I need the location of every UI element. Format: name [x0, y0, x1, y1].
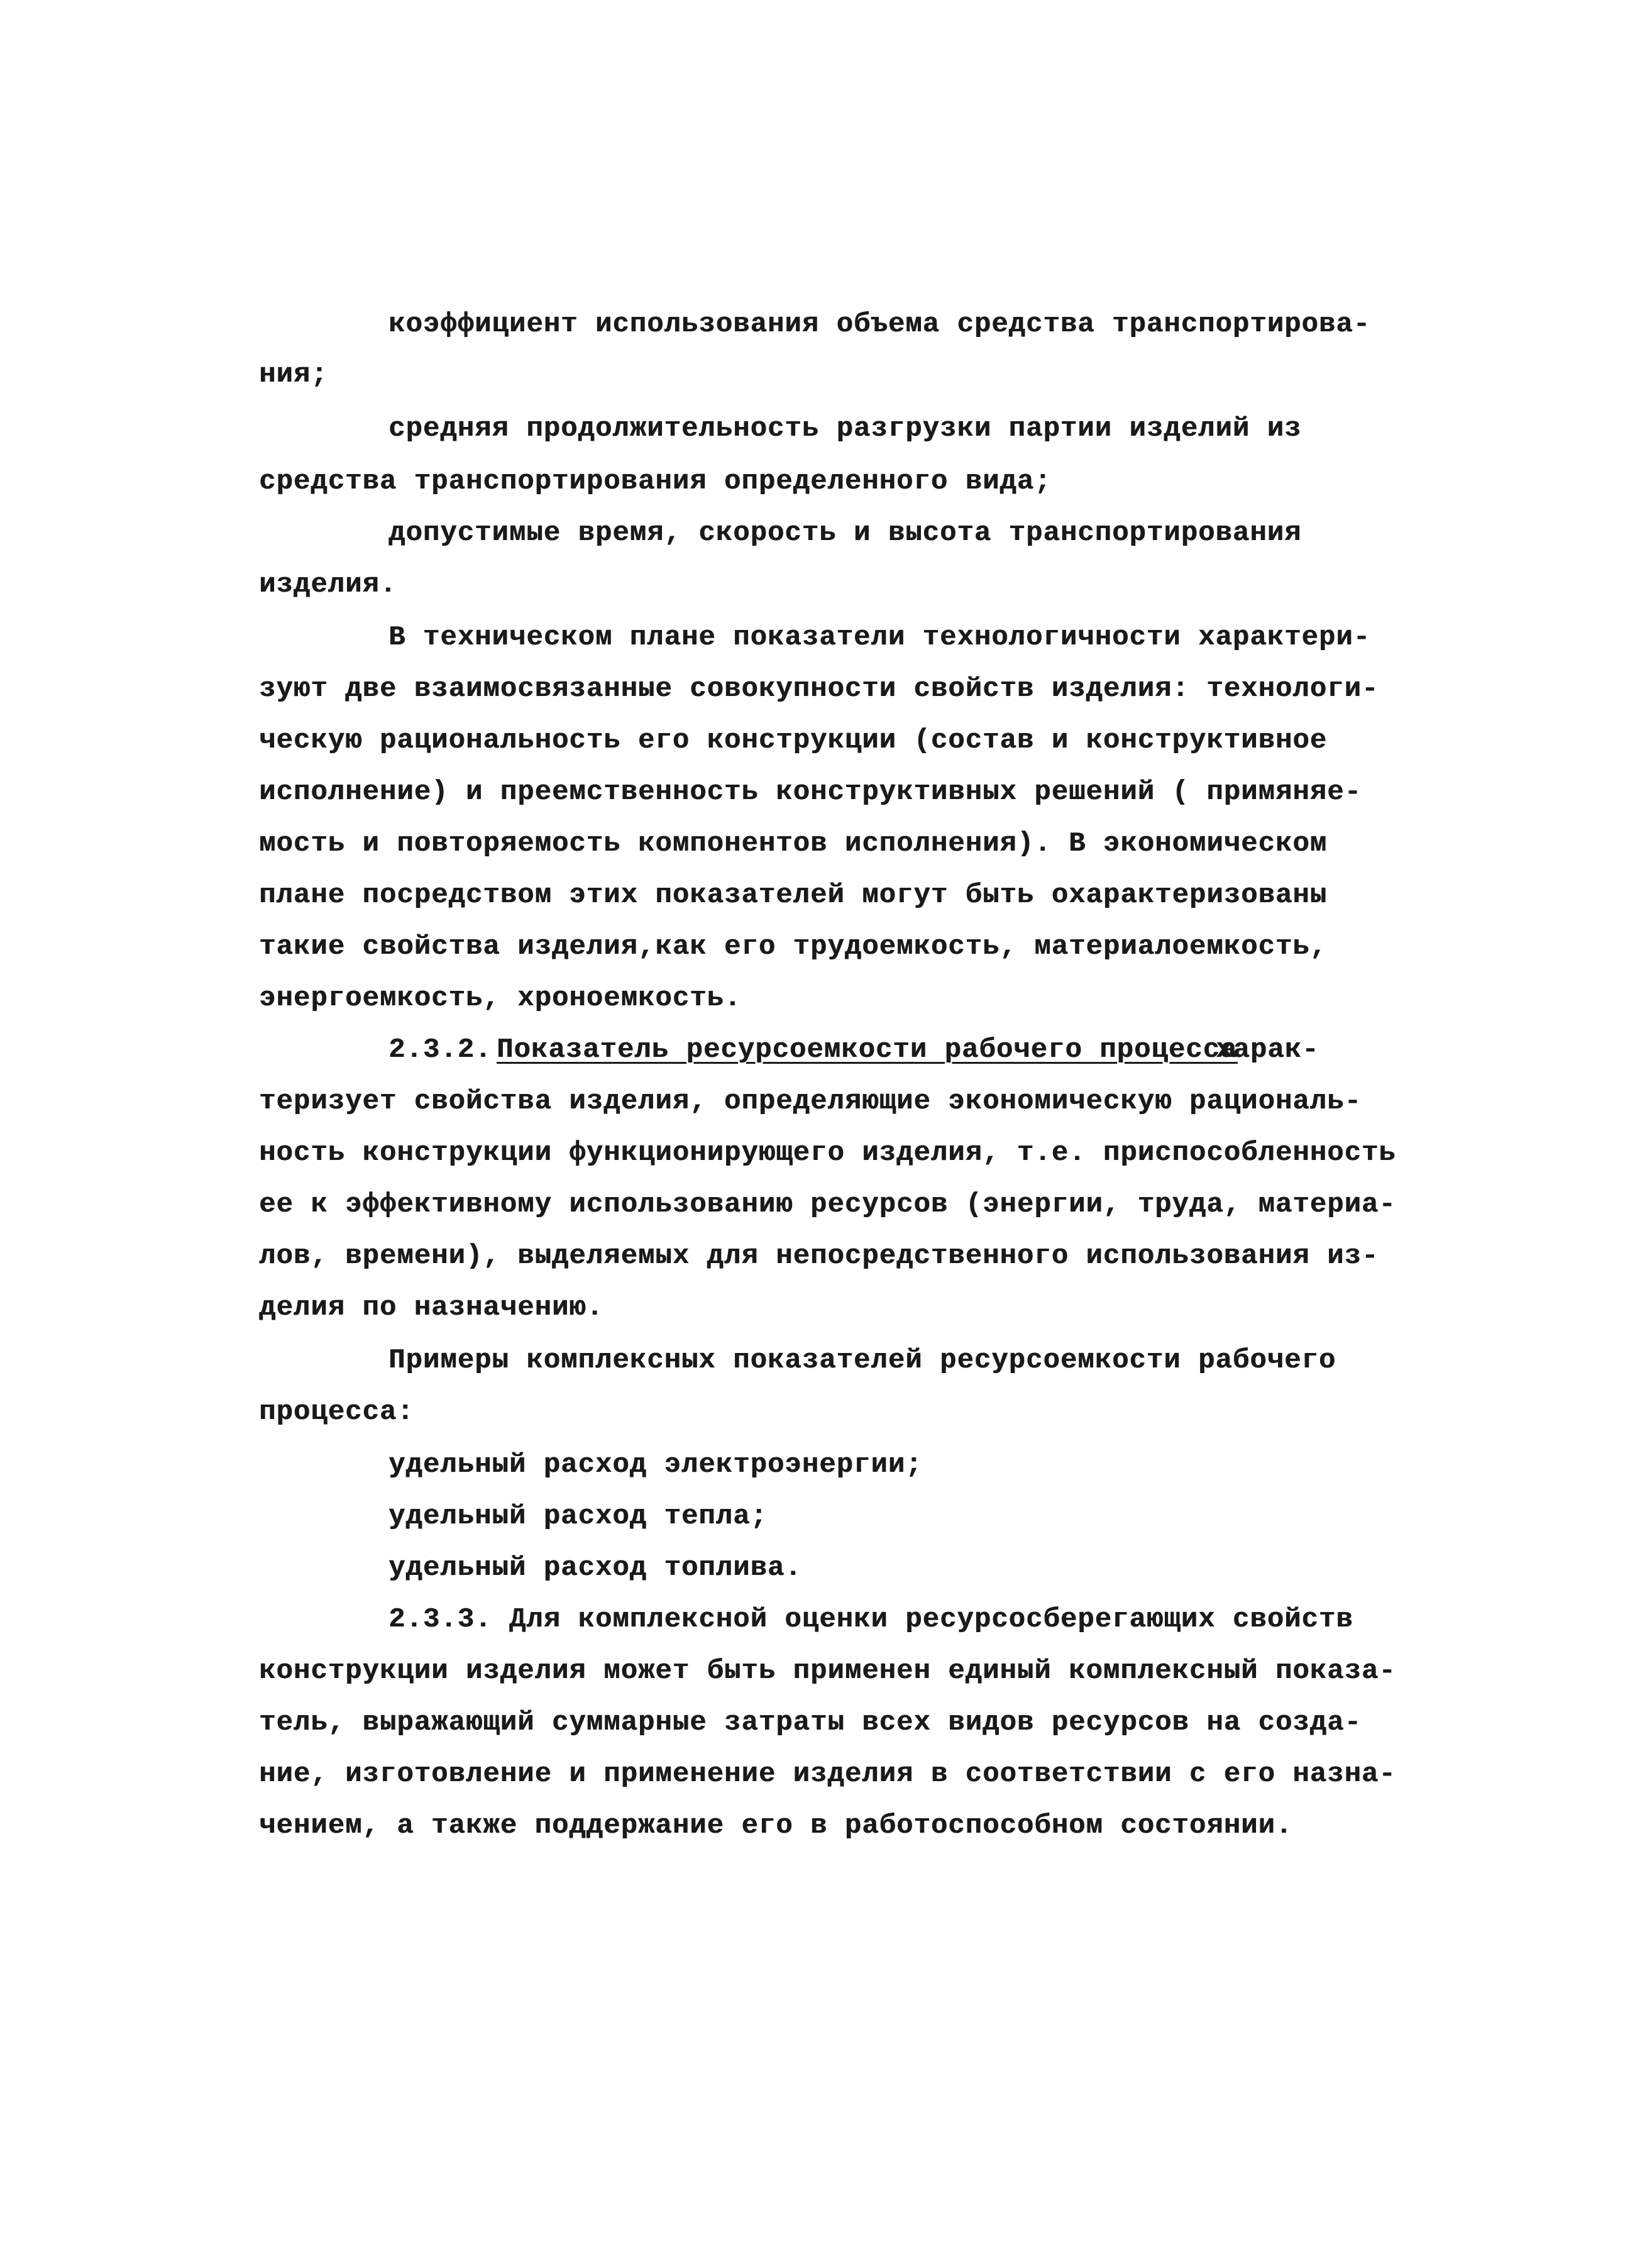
text-line: ее к эффективному использованию ресурсов (энергии, труда, материа- — [259, 1189, 1396, 1220]
section-title: Показатель ресурсоемкости рабочего процесса — [497, 1034, 1238, 1066]
text-line: теризует свойства изделия, определяющие экономическую рациональ- — [259, 1086, 1362, 1117]
text-line: плане посредством этих показателей могут быть охарактеризованы — [259, 880, 1328, 911]
text-line: ческую рациональность его конструкции (состав и конструктивное — [259, 725, 1328, 756]
list-item: удельный расход тепла; — [388, 1501, 768, 1532]
text-line: харак- — [1216, 1034, 1319, 1066]
text-line: лов, времени), выделяемых для непосредственного использования из- — [259, 1240, 1379, 1272]
text-line: процесса: — [259, 1396, 414, 1428]
list-item: удельный расход топлива. — [388, 1552, 802, 1584]
section-number: 2.3.2. — [388, 1034, 492, 1066]
text-line: ность конструкции функционирующего изделия, т.е. приспособленность — [259, 1137, 1396, 1169]
text-line: зуют две взаимосвязанные совокупности свойств изделия: технологи- — [259, 673, 1379, 705]
text-line: тель, выражающий суммарные затраты всех видов ресурсов на созда- — [259, 1707, 1362, 1738]
text-line: В техническом плане показатели технологичности характери- — [388, 622, 1371, 653]
text-line: такие свойства изделия,как его трудоемкость, материалоемкость, — [259, 931, 1328, 963]
text-line: делия по назначению. — [259, 1292, 604, 1323]
text-line: коэффициент использования объема средства транспортирова- — [388, 309, 1371, 340]
text-line: конструкции изделия может быть применен единый комплексный показа- — [259, 1655, 1396, 1687]
text-line: энергоемкость, хроноемкость. — [259, 983, 742, 1014]
text-line: изделия. — [259, 569, 397, 600]
text-line: средняя продолжительность разгрузки партии изделий из — [388, 413, 1302, 445]
text-line: ния; — [259, 359, 328, 390]
text-line: допустимые время, скорость и высота транспортирования — [388, 517, 1302, 549]
list-item: удельный расход электроэнергии; — [388, 1449, 923, 1481]
text-line: исполнение) и преемственность конструктивных решений ( примяняе- — [259, 776, 1362, 808]
text-line: средства транспортирования определенного вида; — [259, 466, 1052, 497]
text-line: Примеры комплексных показателей ресурсоемкости рабочего — [388, 1345, 1336, 1376]
text-line: 2.3.3. Для комплексной оценки ресурсосберегающих свойств — [388, 1604, 1353, 1635]
text-line: мость и повторяемость компонентов исполнения). В экономическом — [259, 828, 1328, 859]
text-line: ние, изготовление и применение изделия в соответствии с его назна- — [259, 1759, 1396, 1790]
text-line: чением, а также поддержание его в работоспособном состоянии. — [259, 1810, 1293, 1842]
